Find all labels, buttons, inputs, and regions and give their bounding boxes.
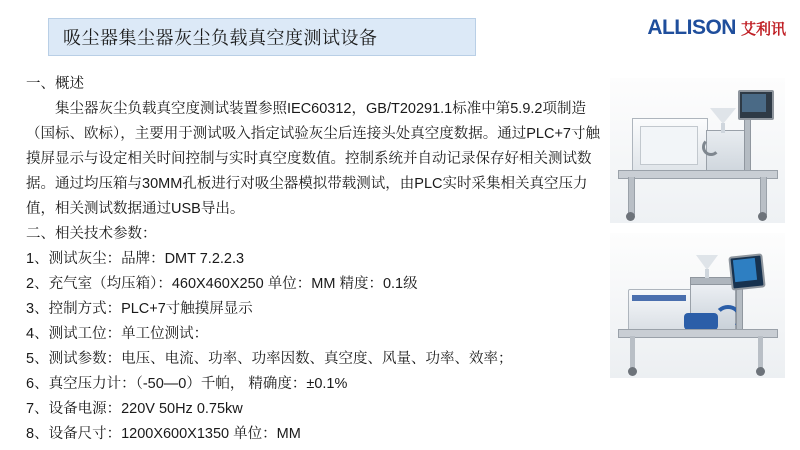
page-title: 吸尘器集尘器灰尘负载真空度测试设备: [63, 28, 378, 48]
specs-list: [26, 247, 606, 447]
table-top-shape: [618, 170, 778, 179]
logo-text-main: ALLISON: [647, 16, 736, 39]
touchscreen-display-shape: [742, 94, 766, 112]
list-item: 2、充气室（均压箱）：460X460X250 单位：MM 精度：0.1级: [26, 276, 418, 292]
dust-funnel-shape: [710, 108, 736, 124]
table-leg-shape: [758, 336, 763, 370]
cabinet-door-shape: [640, 126, 698, 165]
list-item: 8、设备尺寸：1200X600X1350 单位：MM: [26, 426, 301, 442]
funnel-neck-shape: [705, 269, 709, 278]
list-item: 5、测试参数：电压、电流、功率、功率因数、真空度、风量、功率、效率；: [26, 351, 513, 367]
cabinet-accent-band-shape: [632, 295, 686, 301]
table-leg-shape: [628, 177, 635, 215]
logo-text-chinese: 艾利讯: [740, 20, 786, 38]
caster-wheel-shape: [626, 212, 635, 221]
list-item: 7、设备电源：220V 50Hz 0.75kw: [26, 401, 243, 417]
company-logo: [647, 16, 786, 40]
list-item: 3、控制方式：PLC+7寸触摸屏显示: [26, 301, 253, 317]
product-photos: [610, 78, 790, 378]
table-top-shape: [618, 329, 778, 338]
document-body: [26, 72, 606, 447]
funnel-neck-shape: [721, 123, 725, 133]
caster-wheel-shape: [758, 212, 767, 221]
vacuum-cleaner-shape: [684, 313, 718, 330]
caster-wheel-shape: [628, 367, 637, 376]
list-item: 4、测试工位：单工位测试：: [26, 326, 209, 342]
dust-funnel-shape: [696, 255, 718, 270]
table-leg-shape: [760, 177, 767, 215]
specs-heading: 二、相关技术参数：: [26, 226, 157, 242]
overview-paragraph: 集尘器灰尘负载真空度测试装置参照IEC60312，GB/T20291.1标准中第5.9.2项制造（国标、欧标），主要用于测试吸入指定试验灰尘后连接头处真空度数据。通过PLC+7寸触摸屏显示与设定相关时间控制与实时真空度数值。控制系统并自动记录保存好相关测试数据。通过均压箱与30MM孔板进行对吸尘器模拟带载测试，由PLC实时采集相关真空压力值，相关测试数据通过USB导出。: [26, 101, 600, 217]
hose-shape: [702, 138, 720, 156]
page-title-box: [48, 18, 476, 56]
touchscreen-display-shape: [733, 258, 757, 282]
vacuum-cleaner-test-bench-photo: [610, 233, 785, 378]
table-leg-shape: [630, 336, 635, 370]
caster-wheel-shape: [756, 367, 765, 376]
list-item: 1、测试灰尘：品牌：DMT 7.2.2.3: [26, 251, 245, 267]
overview-heading: 一、概述: [26, 76, 84, 92]
list-item: 6、真空压力计：（-50—0）千帕， 精确度：±0.1%: [26, 376, 348, 392]
dust-load-vacuum-test-rig-photo: [610, 78, 785, 223]
chamber-lid-shape: [690, 277, 736, 285]
